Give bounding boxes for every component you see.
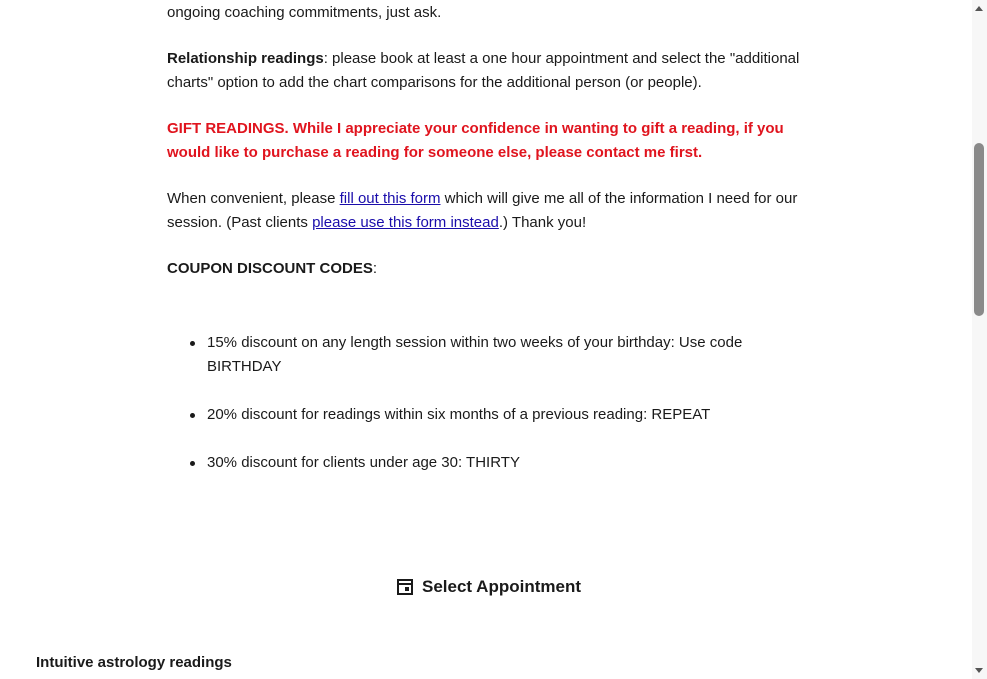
form-suffix-text: .) Thank you! — [498, 214, 587, 231]
select-appointment-label: Select Appointment — [422, 577, 581, 596]
bullet-icon — [190, 413, 195, 418]
coupon-item-thirty — [207, 451, 767, 475]
coupon-item-repeat — [207, 403, 767, 427]
coupon-heading-colon: : — [372, 260, 378, 277]
coupon-text: 30% discount for clients under age 30: THIRTY — [207, 454, 520, 471]
calendar-icon — [397, 579, 413, 595]
scroll-down-arrow-icon[interactable] — [975, 668, 983, 673]
form-paragraph — [167, 187, 817, 235]
coupon-item-birthday — [207, 331, 767, 379]
bullet-icon — [190, 341, 195, 346]
relationship-paragraph — [167, 47, 817, 95]
form-prefix-text: When convenient, please — [167, 190, 340, 207]
relationship-text: : please book at least a one hour appointment and select the "additional charts" option to add the chart comparisons for the additional person (or people). — [167, 50, 800, 91]
coupon-heading-label: COUPON DISCOUNT CODES — [167, 260, 373, 277]
scrollbar-thumb[interactable] — [974, 143, 984, 316]
vertical-scrollbar[interactable] — [972, 0, 987, 679]
select-appointment-button[interactable] — [397, 575, 581, 599]
coupon-text: 15% discount on any length session within two weeks of your birthday: Use code BIRTHDAY — [207, 334, 743, 375]
scroll-up-arrow-icon[interactable] — [975, 6, 983, 11]
past-clients-form-link[interactable]: please use this form instead — [312, 214, 499, 231]
coupon-text: 20% discount for readings within six months of a previous reading: REPEAT — [207, 406, 711, 423]
category-heading: Intuitive astrology readings — [36, 654, 232, 671]
fill-out-form-link[interactable]: fill out this form — [339, 190, 441, 207]
intro-tail-text: ongoing coaching commitments, just ask. — [167, 4, 442, 21]
relationship-label: Relationship readings — [167, 50, 324, 67]
coupon-heading — [167, 257, 817, 281]
bullet-icon — [190, 461, 195, 466]
form-middle-text: which will give me all of the information I need for our session. (Past clients — [167, 190, 798, 231]
gift-readings-notice: GIFT READINGS. While I appreciate your confidence in wanting to gift a reading, if you would like to purchase a reading for someone else, please contact me first. — [167, 120, 784, 161]
